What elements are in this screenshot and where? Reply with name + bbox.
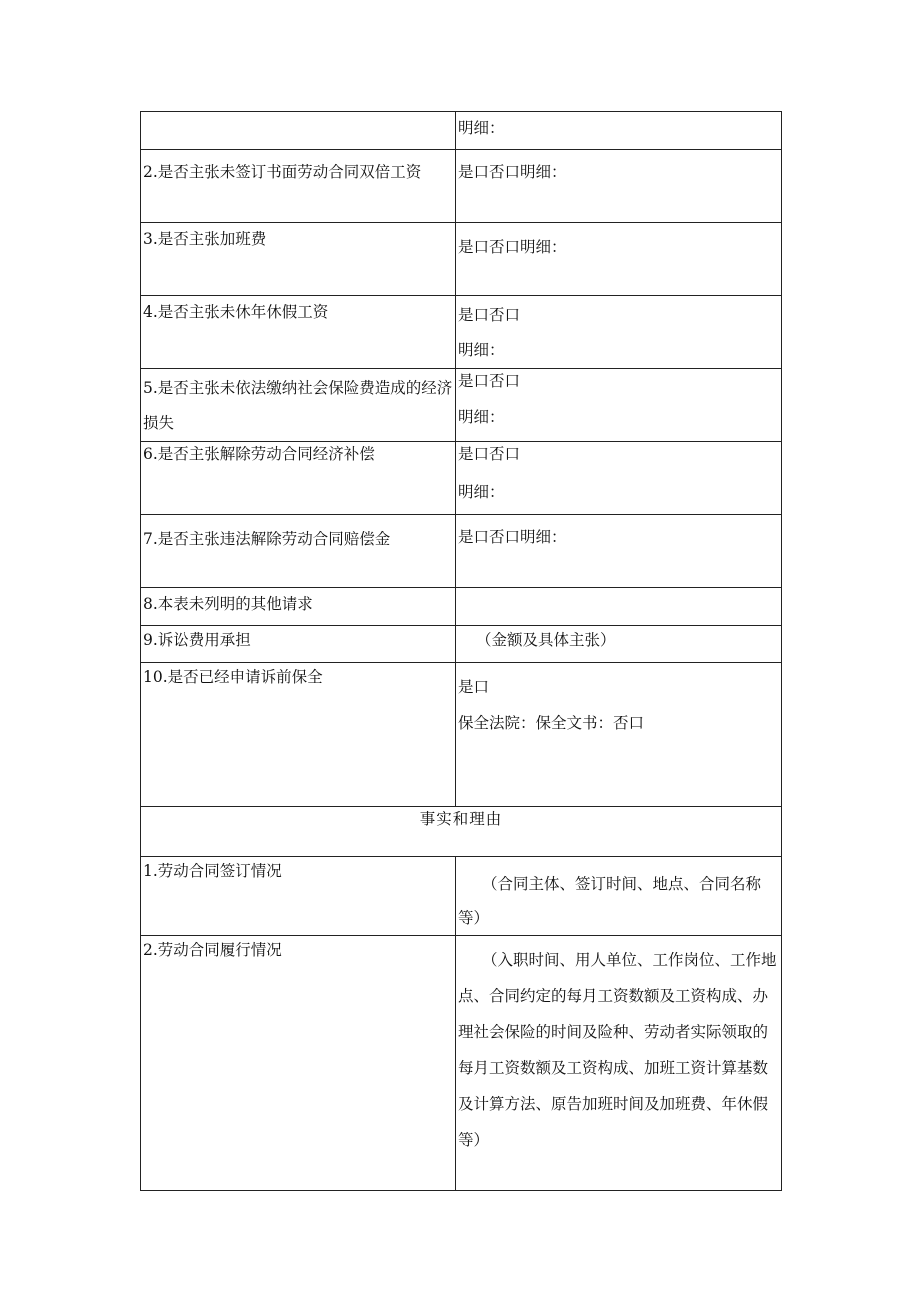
row-label-cell	[141, 223, 456, 296]
table-row	[141, 296, 782, 369]
yes-no-line: 是口否口	[458, 445, 521, 463]
detail-line: 明细：	[458, 341, 505, 359]
row-label: 2.是否主张未签订书面劳动合同双倍工资	[143, 163, 422, 181]
table-row	[141, 112, 782, 150]
row-label-cell	[141, 296, 456, 369]
row-value-cell	[456, 223, 782, 296]
fact-note: （合同主体、签订时间、地点、合同名称等）	[458, 875, 762, 927]
row-label-cell	[141, 369, 456, 442]
table-row	[141, 442, 782, 515]
row-value-cell	[456, 936, 782, 1191]
row-label-cell	[141, 588, 456, 626]
row-value-cell	[456, 296, 782, 369]
section-header-row	[141, 807, 782, 857]
row-label-cell	[141, 112, 456, 150]
row-label: 10.是否已经申请诉前保全	[143, 668, 323, 686]
table-row	[141, 515, 782, 588]
table-row	[141, 626, 782, 663]
yes-no-detail: 是口否口明细：	[458, 238, 567, 256]
preservation-line: 保全法院：保全文书：否口	[458, 714, 645, 732]
detail-line: 明细：	[458, 408, 505, 426]
row-label-cell	[141, 857, 456, 936]
yes-no-detail: 是口否口明细：	[458, 163, 567, 181]
yes-no-line: 是口否口	[458, 372, 521, 390]
row-value-cell	[456, 626, 782, 663]
table-row	[141, 663, 782, 807]
row-label: 8.本表未列明的其他请求	[143, 595, 313, 613]
row-value-cell	[456, 663, 782, 807]
row-label-cell	[141, 663, 456, 807]
row-value-cell	[456, 515, 782, 588]
row-label: 2.劳动合同履行情况	[143, 941, 282, 959]
fact-note: （入职时间、用人单位、工作岗位、工作地点、合同约定的每月工资数额及工资构成、办理社会保险的时间及险种、劳动者实际领取的每月工资数额及工资构成、加班工资计算基数及计算方法、原告加班时间及加班费、年休假等）	[458, 951, 777, 1149]
row-value-cell	[456, 369, 782, 442]
row-value-cell	[456, 150, 782, 223]
row-label-cell	[141, 442, 456, 515]
table-row	[141, 936, 782, 1191]
detail-line: 明细：	[458, 119, 505, 137]
row-label-cell	[141, 936, 456, 1191]
row-value-cell	[456, 588, 782, 626]
detail-line: 明细：	[458, 483, 505, 501]
row-label-cell	[141, 150, 456, 223]
row-label: 7.是否主张违法解除劳动合同赔偿金	[143, 530, 391, 548]
claims-form-table	[140, 111, 782, 1191]
yes-no-line: 是口否口	[458, 306, 521, 324]
yes-line: 是口	[458, 678, 490, 696]
row-value-cell	[456, 442, 782, 515]
table-row	[141, 369, 782, 442]
row-value-cell	[456, 112, 782, 150]
row-label: 6.是否主张解除劳动合同经济补偿	[143, 445, 375, 463]
yes-no-detail: 是口否口明细：	[458, 528, 567, 546]
row-label: 5.是否主张未依法缴纳社会保险费造成的经济损失	[143, 379, 453, 432]
row-label: 1.劳动合同签订情况	[143, 862, 282, 880]
table-row	[141, 223, 782, 296]
row-label: 9.诉讼费用承担	[143, 631, 251, 649]
table-row	[141, 857, 782, 936]
row-label: 4.是否主张未休年休假工资	[143, 303, 329, 321]
row-value-cell	[456, 857, 782, 936]
row-label-cell	[141, 626, 456, 663]
section-title: 事实和理由	[141, 807, 782, 857]
cost-note: （金额及具体主张）	[476, 631, 616, 649]
row-label-cell	[141, 515, 456, 588]
table-row	[141, 150, 782, 223]
table-row	[141, 588, 782, 626]
row-label: 3.是否主张加班费	[143, 230, 267, 248]
